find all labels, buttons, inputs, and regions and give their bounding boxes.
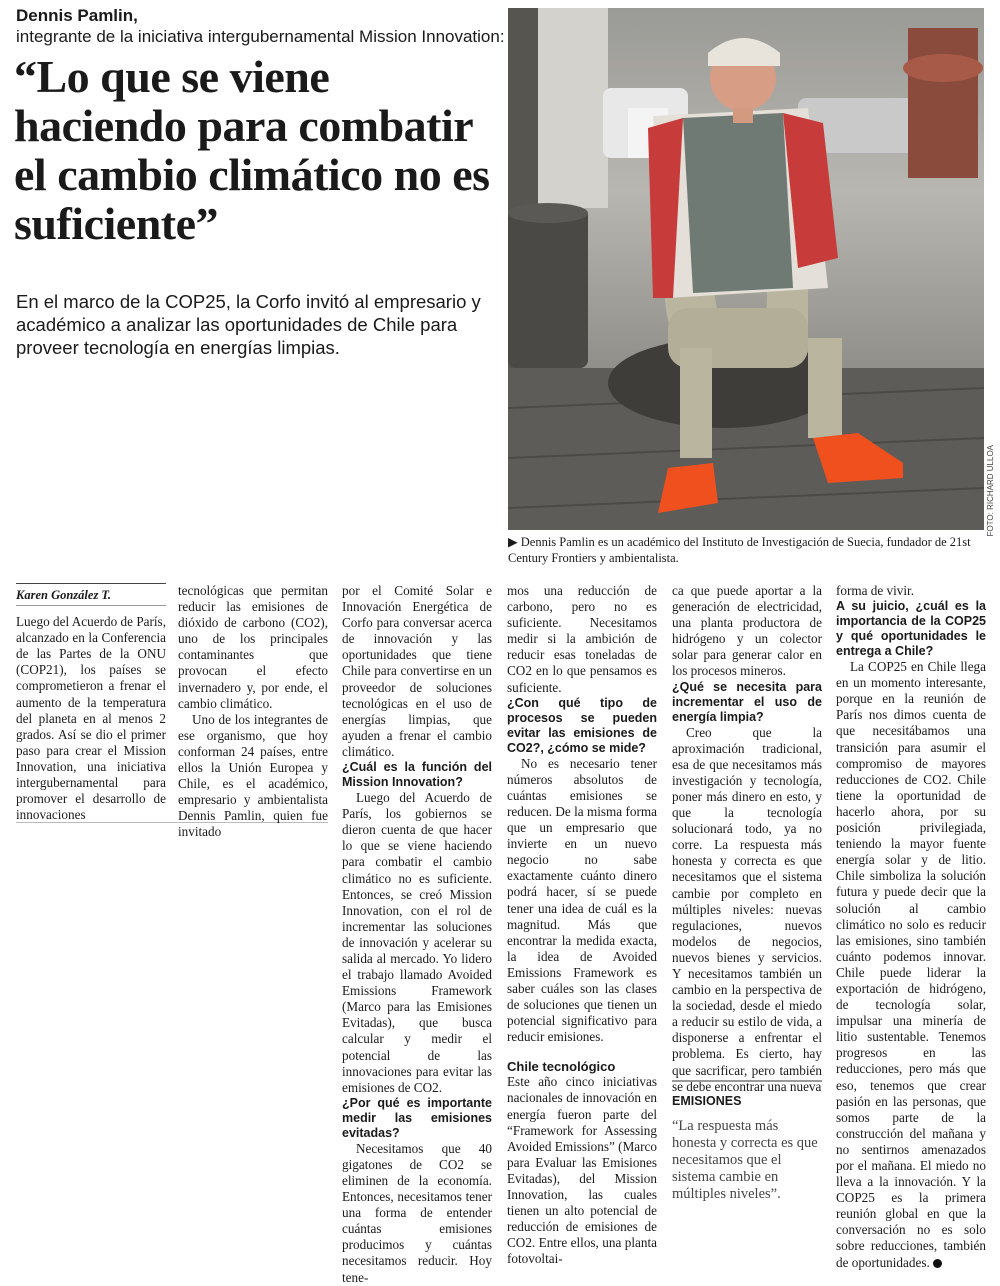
answer-3: No es necesario tener números absolutos de cuántas emisiones se reducen. De la misma forma que un empresario que invierte en un nuevo negocio no sabe exactamente cuánto dinero podrá hacer, sí se puede tener una idea de cuál es la magnitud. Más que encontrar la medida exacta, la idea de Avoided Emissions Framework es saber cuáles son las clases de soluciones que tienen un potencial significativo para reducir emisiones. — [507, 755, 657, 1045]
author-byline: Karen González T. — [16, 583, 166, 606]
question-5: A su juicio, ¿cuál es la importancia de la COP25 y qué oportunidades le entrega a Chile? — [836, 599, 986, 659]
deck: En el marco de la COP25, la Corfo invitó al empresario y académico a analizar las oportunidades de Chile para proveer tecnología en energías limpias. — [16, 291, 481, 358]
photo-caption — [508, 535, 988, 566]
body-column-2: tecnológicas que permitan reducir las emisiones de dióxido de carbono (CO2), uno de los principales contaminantes que provocan el efecto invernadero y, por ende, el cambio climático. Uno de los integrantes de ese organismo, que hoy conforman 24 países, entre ellos la Unión Europea y Chile, es el académico, empresario y ambientalista Dennis Pamlin, quien fue invitado — [178, 583, 328, 840]
pull-quote-label: EMISIONES — [672, 1094, 742, 1108]
question-1: ¿Cuál es la función del Mission Innovation? — [342, 760, 492, 790]
question-2: ¿Por qué es importante medir las emisiones evitadas? — [342, 1095, 492, 1140]
caption-text: Dennis Pamlin es un académico del Instituto de Investigación de Suecia, fundador de 21st Century Frontiers y ambientalista. — [508, 535, 971, 565]
caption-arrow-icon: ▶ — [508, 535, 518, 549]
paragraph-intro: Luego del Acuerdo de París, alcanzado en la Conferencia de las Partes de la ONU (COP21), los países se comprometieron a frenar el aumento de la temperatura del planeta en al menos 2 grados. Así se dio el primer paso para crear el Mission Innovation, una iniciativa intergubernamental para promover el desarrollo de innovaciones — [16, 614, 166, 823]
interviewee-role: integrante de la iniciativa intergubernamental Mission Innovation: — [16, 27, 505, 46]
subheading: Chile tecnológico — [507, 1059, 616, 1075]
end-of-article-icon — [933, 1259, 942, 1268]
question-4: ¿Qué se necesita para incrementar el uso de energía limpia? — [672, 679, 822, 724]
answer-1: Luego del Acuerdo de París, los gobiernos se dieron cuenta de que hacer lo que se viene haciendo para combatir el cambio climático no es suficiente. Entonces, se creó Mission Innovation, con el rol de incrementar las soluciones de innovación y acelerar su salida al mercado. Yo lidero el trabajo llamado Avoided Emissions Framework (Marco para las Emisiones Evitadas), que busca calcular y medir el potencial de las innovaciones para evitar las emisiones de CO2. — [342, 790, 492, 1095]
body-column-1 — [16, 583, 166, 823]
interviewee-name: Dennis Pamlin, — [16, 6, 138, 25]
photo-credit: FOTO: RICHARD ULLOA — [986, 445, 995, 537]
body-column-3: por el Comité Solar e Innovación Energética de Corfo para conversar acerca de innovación y las oportunidades que tiene Chile para convertirse en un proveedor de soluciones tecnológicas en el uso de energías limpias, que ayuden a frenar el cambio climático. ¿Cuál es la función del Mission Innovation? Luego del Acuerdo de París, los gobiernos se dieron cuenta de que hacer lo que se viene haciendo para combatir el cambio climático no es suficiente. Entonces, se creó Mission Innovation, con el rol de incrementar las soluciones de innovación y acelerar su salida al mercado. Yo lidero el trabajo llamado Avoided Emissions Framework (Marco para las Emisiones Evitadas), que busca calcular y medir el potencial de las innovaciones para evitar las emisiones de CO2. ¿Por qué es importante medir las emisiones evitadas? Necesitamos que 40 gigatones de CO2 se eliminen de la economía. Entonces, necesitamos tener una forma de entender cuántas emisiones producimos y cuántas necesitamos reducir. Hoy tene- — [342, 583, 492, 1285]
pull-quote-text: “La respuesta más honesta y correcta es que necesitamos que el sistema cambie en múltiples niveles”. — [672, 1118, 818, 1202]
headline: “Lo que se viene haciendo para combatir el cambio climático no es suficiente” — [14, 51, 490, 249]
question-3: ¿Con qué tipo de procesos se pueden evitar las emisiones de CO2?, ¿cómo se mide? — [507, 695, 657, 755]
portrait-photo — [508, 8, 984, 530]
body-column-6: forma de vivir. A su juicio, ¿cuál es la importancia de la COP25 y qué oportunidades le entrega a Chile? La COP25 en Chile llega en un momento interesante, porque en la reunión de París nos dimos cuenta de que necesitábamos una transición para asumir el compromiso de mayores reducciones de CO2. Chile tiene la oportunidad de hacerlo ahora, por su posición privilegiada, teniendo la mayor fuente energía solar y de litio. Chile simboliza la solución futura y puede decir que la solución al cambio climático no solo es reducir las emisiones, sino también cuánto podemos innovar. Chile puede liderar la exportación de hidrógeno, de tecnología solar, impulsar una minería de litio sustentable. Tenemos progresos en las reducciones, pero más que eso, tenemos que crear pasión en las personas, que somos parte de la construcción del mañana y no sentirnos amenazados por el mañana. El miedo no lleva a la innovación. Y la COP25 es la primera reunión global en que la conversación no es solo sobre reducciones, también de oportunidades. — [836, 583, 986, 1270]
body-column-4: mos una reducción de carbono, pero no es suficiente. Necesitamos medir si la ambición de reducir esas toneladas de CO2 en lo que pensamos es suficiente. ¿Con qué tipo de procesos se pueden evitar las emisiones de CO2?, ¿cómo se mide? No es necesario tener números absolutos de cuántas emisiones se reducen. De la misma forma que un empresario que invierte en un nuevo negocio no sabe exactamente cuánto dinero podrá hacer, sí se puede tener una idea de cuál es la magnitud. Más que encontrar la medida exacta, la idea de Avoided Emissions Framework es saber cuáles son las clases de soluciones que tienen un potencial significativo para reducir emisiones. Chile tecnológico Este año cinco iniciativas nacionales de innovación en energía fueron parte del “Framework for Assessing Avoided Emissions” (Marco para Evaluar las Emisiones Evitadas), del Mission Innovation, las cuales tienen un alto potencial de reducción de emisiones de CO2. Entre ellos, una planta fotovoltai- — [507, 583, 657, 1267]
pull-quote — [672, 1080, 822, 1203]
body-column-5: ca que puede aportar a la generación de electricidad, una planta productora de hidrógeno y un colector solar para generar calor en los procesos mineros. ¿Qué se necesita para incrementar el uso de energía limpia? Creo que la aproximación tradicional, esa de que necesitamos más investigación y tecnología, poner más dinero en esto, y que la tecnología solucionará todo, ya no corre. La respuesta más honesta y correcta es que necesitamos que el sistema cambie por completo en múltiples niveles: nuevas regulaciones, nuevos modelos de negocios, nuevos bienes y servicios. Y necesitamos también un cambio en la perspectiva de la sociedad, desde el miedo a reducir su estilo de vida, a disponerse a enfrentar el problema. Es cierto, hay que sacrificar, pero también se debe encontrar una nueva — [672, 583, 822, 1094]
